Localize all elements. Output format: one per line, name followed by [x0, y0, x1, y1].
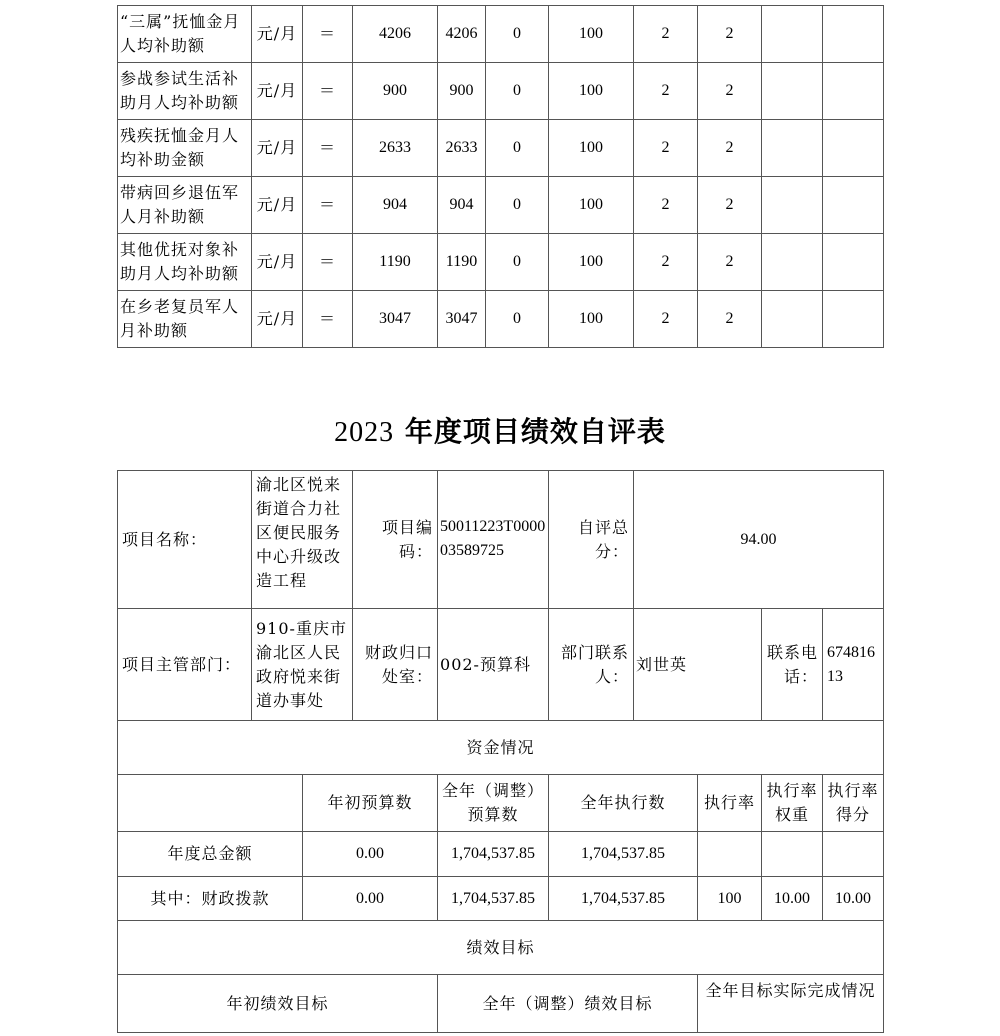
indicator-score: 2 — [698, 234, 762, 291]
indicator-completion: 100 — [549, 120, 634, 177]
indicator-name: “三属”抚恤金月人均补助额 — [118, 6, 252, 63]
table-row — [118, 234, 884, 291]
funds-row-score: 10.00 — [823, 877, 884, 921]
table-row — [118, 120, 884, 177]
goals-header-actual: 全年目标实际完成情况 — [698, 975, 884, 1033]
funds-row-initial: 0.00 — [303, 877, 438, 921]
indicator-unit: 元/月 — [252, 177, 303, 234]
goals-header-initial: 年初绩效目标 — [118, 975, 438, 1033]
indicator-measure — [823, 177, 884, 234]
indicator-completion: 100 — [549, 291, 634, 348]
indicator-unit: 元/月 — [252, 234, 303, 291]
goals-header-adjusted: 全年（调整）绩效目标 — [438, 975, 698, 1033]
self-score-value: 94.00 — [634, 471, 884, 609]
indicator-score: 2 — [698, 120, 762, 177]
indicator-unit: 元/月 — [252, 120, 303, 177]
page-title — [0, 410, 1000, 450]
table-row — [118, 177, 884, 234]
funds-row-rate: 100 — [698, 877, 762, 921]
indicator-reason — [762, 120, 823, 177]
funds-row-initial: 0.00 — [303, 832, 438, 877]
indicator-weight: 2 — [634, 6, 698, 63]
contact-value: 刘世英 — [634, 609, 762, 721]
funds-row-adjusted: 1,704,537.85 — [438, 877, 549, 921]
dept-value: 910-重庆市渝北区人民政府悦来街道办事处 — [252, 609, 353, 721]
indicator-name: 带病回乡退伍军人月补助额 — [118, 177, 252, 234]
indicator-completion: 100 — [549, 63, 634, 120]
indicator-actual: 1190 — [438, 234, 486, 291]
indicator-deviation: 0 — [486, 291, 549, 348]
goals-section-title: 绩效目标 — [118, 921, 884, 975]
indicator-operator: ＝ — [303, 120, 353, 177]
indicator-target: 900 — [353, 63, 438, 120]
indicator-reason — [762, 291, 823, 348]
project-code-value: 500112​23T00​0003589725 — [438, 471, 549, 609]
funds-row-label: 年度总金额 — [118, 832, 303, 877]
title-year: 2023 — [334, 417, 395, 448]
indicator-weight: 2 — [634, 291, 698, 348]
funds-header-score: 执行率得分 — [823, 775, 884, 832]
funds-row-executed: 1,704,537.85 — [549, 832, 698, 877]
indicator-deviation: 0 — [486, 234, 549, 291]
indicator-completion: 100 — [549, 234, 634, 291]
funds-row-weight — [762, 832, 823, 877]
indicator-target: 4206 — [353, 6, 438, 63]
funds-row-rate — [698, 832, 762, 877]
indicator-operator: ＝ — [303, 291, 353, 348]
indicator-unit: 元/月 — [252, 291, 303, 348]
funds-section-title: 资金情况 — [118, 721, 884, 775]
project-code-label: 项目编码： — [353, 471, 438, 609]
indicator-weight: 2 — [634, 234, 698, 291]
funds-row-weight: 10.00 — [762, 877, 823, 921]
indicator-operator: ＝ — [303, 177, 353, 234]
indicator-actual: 4206 — [438, 6, 486, 63]
phone-value: 67481613 — [823, 609, 884, 721]
indicator-score: 2 — [698, 291, 762, 348]
indicator-reason — [762, 6, 823, 63]
indicator-deviation: 0 — [486, 120, 549, 177]
indicator-measure — [823, 291, 884, 348]
indicator-score: 2 — [698, 177, 762, 234]
indicator-actual: 900 — [438, 63, 486, 120]
indicator-name: 在乡老复员军人月补助额 — [118, 291, 252, 348]
funds-header-adjusted: 全年（调整）预算数 — [438, 775, 549, 832]
indicator-completion: 100 — [549, 177, 634, 234]
project-name-value: 渝北区悦来街道合力社区便民服务中心升级改造工程 — [252, 471, 353, 609]
indicator-deviation: 0 — [486, 63, 549, 120]
indicator-name: 其他优抚对象补助月人均补助额 — [118, 234, 252, 291]
indicator-score: 2 — [698, 63, 762, 120]
indicator-name: 参战参试生活补助月人均补助额 — [118, 63, 252, 120]
funds-header-rate: 执行率 — [698, 775, 762, 832]
indicator-operator: ＝ — [303, 234, 353, 291]
table-row — [118, 291, 884, 348]
project-name-label: 项目名称： — [118, 471, 252, 609]
indicator-actual: 3047 — [438, 291, 486, 348]
funds-row-adjusted: 1,704,537.85 — [438, 832, 549, 877]
indicator-deviation: 0 — [486, 6, 549, 63]
indicator-table — [117, 5, 884, 348]
self-evaluation-table — [117, 470, 884, 1033]
finance-office-label: 财政归口处室： — [353, 609, 438, 721]
indicator-completion: 100 — [549, 6, 634, 63]
funds-row-label: 其中：财政拨款 — [118, 877, 303, 921]
indicator-score: 2 — [698, 6, 762, 63]
indicator-deviation: 0 — [486, 177, 549, 234]
table-row — [118, 63, 884, 120]
indicator-measure — [823, 234, 884, 291]
indicator-reason — [762, 177, 823, 234]
indicator-target: 2633 — [353, 120, 438, 177]
indicator-measure — [823, 63, 884, 120]
funds-header-weight: 执行率权重 — [762, 775, 823, 832]
indicator-operator: ＝ — [303, 63, 353, 120]
indicator-weight: 2 — [634, 177, 698, 234]
table-row — [118, 6, 884, 63]
contact-label: 部门联系人： — [549, 609, 634, 721]
indicator-actual: 2633 — [438, 120, 486, 177]
indicator-operator: ＝ — [303, 6, 353, 63]
indicator-target: 3047 — [353, 291, 438, 348]
indicator-weight: 2 — [634, 63, 698, 120]
funds-row-executed: 1,704,537.85 — [549, 877, 698, 921]
indicator-reason — [762, 63, 823, 120]
indicator-reason — [762, 234, 823, 291]
funds-header-initial: 年初预算数 — [303, 775, 438, 832]
funds-header-executed: 全年执行数 — [549, 775, 698, 832]
indicator-actual: 904 — [438, 177, 486, 234]
indicator-target: 1190 — [353, 234, 438, 291]
self-score-label: 自评总分： — [549, 471, 634, 609]
dept-label: 项目主管部门： — [118, 609, 252, 721]
phone-label: 联系电话： — [762, 609, 823, 721]
indicator-target: 904 — [353, 177, 438, 234]
indicator-weight: 2 — [634, 120, 698, 177]
finance-office-value: 002-预算科 — [438, 609, 549, 721]
indicator-measure — [823, 6, 884, 63]
title-text: 年度项目绩效自评表 — [394, 415, 666, 448]
indicator-name: 残疾抚恤金月人均补助金额 — [118, 120, 252, 177]
indicator-unit: 元/月 — [252, 63, 303, 120]
indicator-unit: 元/月 — [252, 6, 303, 63]
indicator-measure — [823, 120, 884, 177]
funds-row-score — [823, 832, 884, 877]
funds-header-blank — [118, 775, 303, 832]
